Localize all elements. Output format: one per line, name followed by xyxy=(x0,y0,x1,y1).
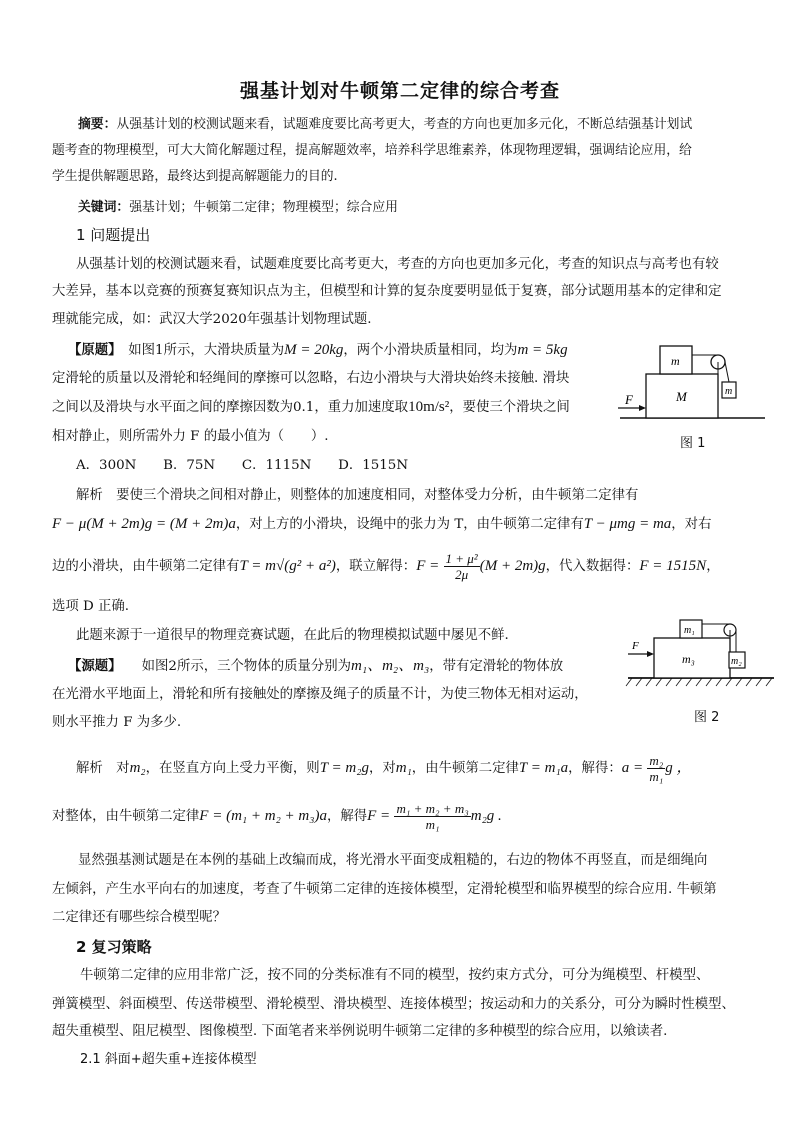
keywords-line xyxy=(78,199,788,217)
fig2-label-F: F xyxy=(632,640,639,652)
analysis2-line-1: 解析 对m₂，在竖直方向上受力平衡，则T = m₂g，对m₁，由牛顿第二定律T = m₁a，解得：a = $\frac{\text{m₂}}{\text{m₁}}$ g ， xyxy=(76,753,692,784)
discussion-line-2: 左倾斜，产生水平向右的加速度，考查了牛顿第二定律的连接体模型，定滑轮模型和临界模型的综合应用. 牛顿第 xyxy=(52,882,717,897)
fig2-label-m2: m₂ xyxy=(731,656,742,667)
option-a: A．300N xyxy=(76,458,137,473)
section1-heading: 1 问题提出 xyxy=(76,226,151,244)
figure-2 xyxy=(624,612,784,696)
section1-para-line-2: 大差异，基本以竞赛的预赛复赛知识点为主，但模型和计算的复杂度要明显低于复赛，部分试题用基本的定律和定 xyxy=(52,284,722,299)
section2-para-line-2: 弹簧模型、斜面模型、传送带模型、滑轮模型、滑块模型、连接体模型；按运动和力的关系分，可分为瞬时性模型、 xyxy=(52,997,735,1012)
analysis1-line-1: 解析 要使三个滑块之间相对静止，则整体的加速度相同，对整体受力分析，由牛顿第二定律有 xyxy=(76,488,639,503)
option-d: D．1515N xyxy=(338,458,409,473)
source-line-1: 【源题】 如图2所示，三个物体的质量分别为m₁、m₂、m₃，带有定滑轮的物体放 xyxy=(68,658,564,674)
abstract-line-3: 学生提供解题思路，最终达到提高解题能力的目的. xyxy=(52,169,338,184)
paper-title: 强基计划对牛顿第二定律的综合考查 xyxy=(239,80,560,102)
fraction-total-force: $\frac{\text{m₁ + m₂ + m₃}}{\text{m₁}}$ xyxy=(396,801,469,832)
problem-line-1: 【原题】 如图1所示，大滑块质量为M = 20kg，两个小滑块质量相同，均为m = 5kg xyxy=(68,342,568,358)
section2-heading: 2 复习策略 xyxy=(76,938,152,956)
source-intro: 此题来源于一道很早的物理竞赛试题，在此后的物理模拟试题中屡见不鲜. xyxy=(76,628,509,643)
fig2-caption: 图 2 xyxy=(694,710,720,725)
discussion-line-3: 二定律还有哪些综合模型呢？ xyxy=(52,910,227,925)
problem-line-4: 相对静止，则所需外力 F 的最小值为（ ）. xyxy=(52,429,329,444)
source-label: 【源题】 xyxy=(68,659,115,674)
fig2-label-m3: m₃ xyxy=(682,652,695,666)
fig1-label-F: F xyxy=(625,392,633,407)
option-c: C．1115N xyxy=(241,458,312,473)
fig1-caption: 图 1 xyxy=(680,436,706,451)
tension-formula: T = m√(g² + a²) xyxy=(239,558,336,574)
fig1-label-m-top: m xyxy=(671,354,680,368)
problem-label: 【原题】 xyxy=(68,343,115,358)
fig1-label-M: M xyxy=(676,389,687,404)
figure-1 xyxy=(610,334,780,444)
section2-para-line-3: 超失重模型、阻尼模型、图像模型. 下面笔者来举例说明牛顿第二定律的多种模型的综合应用，以飨读者. xyxy=(52,1024,668,1039)
analysis2-line-2: 对整体，由牛顿第二定律F = (m₁ + m₂ + m₃)a，解得F = $\frac{\text{m₁ + m₂ + m₃}}{\text{m₁}}$ m₂g . xyxy=(52,801,502,832)
subsection-heading: 2.1 斜面+超失重+连接体模型 xyxy=(80,1052,257,1067)
problem-mass-m: m = 5kg xyxy=(517,342,568,358)
section2-para-line-1: 牛顿第二定律的应用非常广泛，按不同的分类标准有不同的模型，按约束方式分，可分为绳模型、杆模型、 xyxy=(80,968,710,983)
analysis1-line-4: 选项 D 正确. xyxy=(52,599,130,614)
abstract-label: 摘要： xyxy=(78,117,117,132)
source-line-3: 则水平推力 F 为多少. xyxy=(52,715,182,730)
source-line-2: 在光滑水平地面上，滑轮和所有接触处的摩擦及绳子的质量不计，为使三物体无相对运动， xyxy=(52,687,588,702)
abstract-line-2: 题考查的物理模型，可大大简化解题过程，提高解题效率，培养科学思维素养，体现物理逻辑，强调结论应用，给 xyxy=(52,143,692,158)
analysis1-line-3: 边的小滑块，由牛顿第二定律有T = m√(g² + a²)，联立解得：F = $\frac{\text{1 + μ²}}{2\mu}$ (M + 2m)g，代入数据得：F = 1515N， xyxy=(52,551,720,582)
keywords-text: 强基计划；牛顿第二定律；物理模型；综合应用 xyxy=(129,200,398,215)
answer-force: F = 1515N xyxy=(639,558,707,574)
problem-mass-M: M = 20kg xyxy=(284,342,344,358)
discussion-line-1: 显然强基测试题是在本例的基础上改编而成，将光滑水平面变成粗糙的，右边的物体不再竖直，而是细绳向 xyxy=(78,853,708,868)
problem-options xyxy=(76,457,786,475)
analysis1-line-2: F − μ(M + 2m)g = (M + 2m)a，对上方的小滑块，设绳中的张力为 T，由牛顿第二定律有T − μmg = ma，对右 xyxy=(52,516,712,532)
fig2-label-m1: m₁ xyxy=(684,625,695,636)
abstract-line-1: 摘要：从强基计划的校测试题来看，试题难度要比高考更大，考查的方向也更加多元化，不断总结强基计划试 xyxy=(78,117,693,132)
option-b: B．75N xyxy=(163,458,216,473)
section1-para-line-3: 理就能完成，如：武汉大学2020年强基计划物理试题. xyxy=(52,312,372,327)
fraction-acceleration: $\frac{\text{m₂}}{\text{m₁}}$ xyxy=(649,753,664,784)
problem-line-2: 定滑轮的质量以及滑轮和轻绳间的摩擦可以忽略，右边小滑块与大滑块始终未接触. 滑块 xyxy=(52,371,570,386)
keywords-label: 关键词： xyxy=(78,200,130,215)
fraction-force: $\frac{\text{1 + μ²}}{2\mu}$ xyxy=(445,551,478,582)
problem-line-3: 之间以及滑块与水平面之间的摩擦因数为0.1，重力加速度取10m/s²，要使三个滑块之间 xyxy=(52,399,570,415)
section1-para-line-1: 从强基计划的校测试题来看，试题难度要比高考更大，考查的方向也更加多元化，考查的知识点与高考也有较 xyxy=(76,257,719,272)
problem-gravity: 10m/s² xyxy=(408,399,450,415)
fig1-label-m-side: m xyxy=(725,386,733,397)
